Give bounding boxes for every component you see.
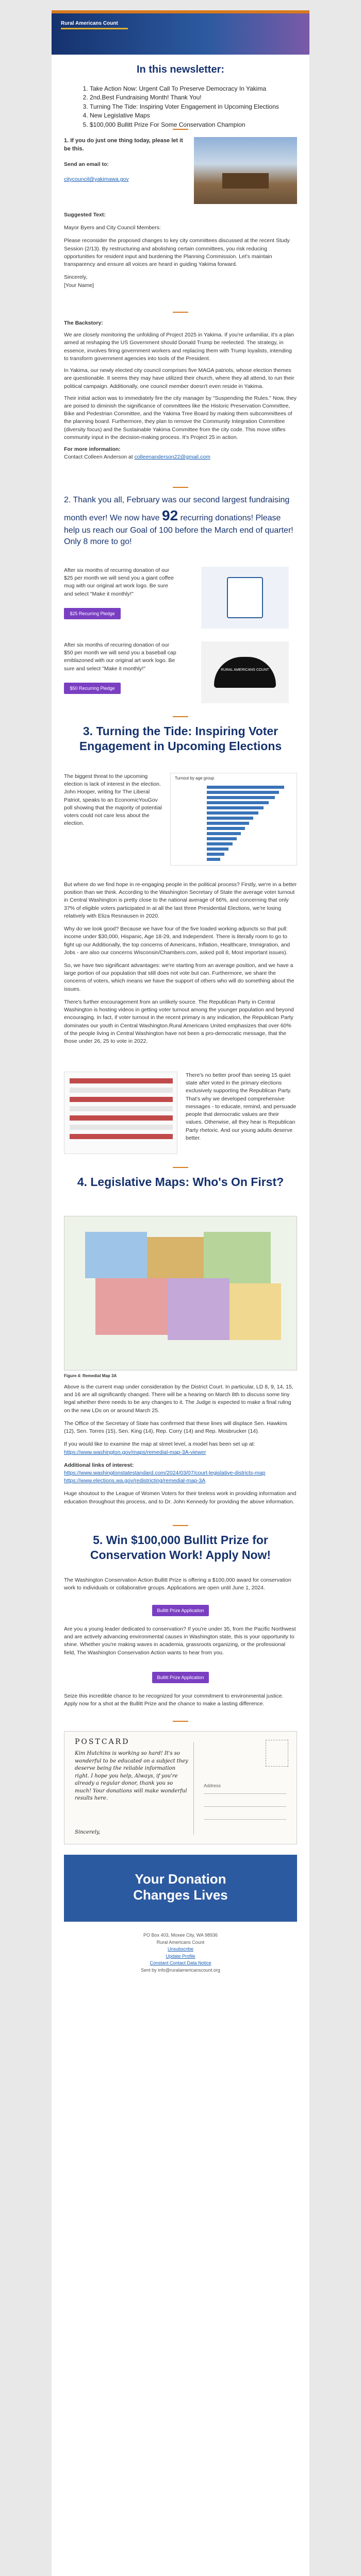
address-label: Address [204, 1783, 221, 1788]
s1-body [64, 211, 297, 290]
more-info-label: For more information: [64, 446, 121, 453]
newsletter-card [52, 10, 309, 2576]
header-banner [52, 13, 309, 55]
s3-p3: Why do we look good? Because we have four of the five loaded working adjuncts so that pull: income under $30,000, Hispanic, Age 18-29, and Independent. There is literally room to go to fight up our Additionally, the top concerns of Americans, Inflation, Healthcare, Immigration, and Jobs - are also our concerns Wisconsin/Chambers.com, asked poll 8, Most important issues). [64, 926, 290, 956]
pledge-25-button[interactable]: $25 Recurring Pledge [64, 608, 121, 619]
s1-left [64, 137, 188, 183]
backstory-label: The Backstory: [64, 320, 103, 326]
divider [173, 1167, 188, 1168]
chart-bar [207, 827, 245, 830]
toc-heading: In this newsletter: [136, 64, 225, 75]
divider [173, 1525, 188, 1526]
stamp-icon [266, 1740, 288, 1767]
cap-icon [214, 657, 276, 688]
footer [64, 1932, 297, 1974]
address-line [204, 1793, 286, 1794]
s4-p4: Huge shoutout to the League of Women Voters for their tireless work in providing information and education throughout this process, and to Dr. John Kennedy for providing the above information. [64, 1490, 297, 1505]
s4-body [64, 1383, 297, 1506]
map-viewer-link[interactable]: https://www.washington.gov/maps/remedial-map-3A-viewer [64, 1449, 206, 1455]
table-row [70, 1078, 173, 1083]
contact-text: Contact Colleen Anderson at [64, 454, 133, 461]
org-logo: Rural Americans Count [61, 21, 118, 26]
suggested-text: Please reconsider the proposed changes to key city committees discussed at the recent Study Session (2/13). By restructuring and abolishing certain committees, you risk reducing opportunities for resident input and burdening the Planning Commission. Let's maintain transparency and ensure all voices are heard in guiding Yakima forward. [64, 238, 290, 268]
donation-promo[interactable] [64, 1855, 297, 1922]
mayor-line: Mayor Byers and City Council Members: [64, 225, 161, 231]
table-row [70, 1125, 173, 1130]
promo-line2: Changes Lives [133, 1887, 228, 1903]
divider [173, 716, 188, 717]
bullitt-apply-button[interactable]: Bullitt Prize Application [152, 1672, 209, 1683]
chart-bar [207, 837, 237, 840]
promo-line1: Your Donation [135, 1871, 226, 1887]
chart-bar [207, 796, 275, 799]
s4-title: 4. Legislative Maps: Who's On First? [77, 1175, 284, 1189]
map-district [147, 1237, 204, 1278]
postcard-divider [193, 1742, 194, 1835]
toc-section [52, 64, 309, 76]
s3-p1: The biggest threat to the upcoming election is lack of interest in the election. John Hooper, writing for The Liberal Patriot, speaks to an EconomicYouGov poll showing that the majority of potential voters could not care less about the election. [64, 773, 162, 827]
divider [173, 487, 188, 488]
chart-bar [207, 801, 269, 804]
mug-icon [227, 577, 263, 618]
table-row [70, 1106, 173, 1111]
table-row [70, 1134, 173, 1139]
toc-list [67, 78, 294, 135]
turnout-chart [170, 773, 297, 866]
mug-photo [201, 567, 289, 629]
s4-p1: Above is the current map under consideration by the District Court. In particular, LD 8, 9, 14, 15, and 16 are all significantly changed. There will be a hearing on March 8th to discuss some tiny legal whether there needs to be any changes to it. The Judge is expected to make a final ruling on the new LDs on or around March 25. [64, 1384, 293, 1414]
chart-bar [207, 806, 264, 809]
divider [173, 129, 188, 130]
table-row [70, 1088, 173, 1093]
s5-p2: Are you a young leader dedicated to conservation? If you're under 35, from the Pacific Northwest and are actively advancing environmental causes in Washington state, this is your opportunity to shine. Whether you're making waves in academia, grassroots organizing, or the professional field, The Washington Conservation Action wants to hear from you. [64, 1626, 296, 1656]
chart-bar [207, 817, 253, 820]
map-district [204, 1232, 271, 1283]
suggested-label: Suggested Text: [64, 212, 106, 218]
s4-title-wrap [64, 1175, 297, 1190]
chart-bar [207, 858, 220, 861]
s5-p3: Seize this incredible chance to be recognized for your commitment to environmental justice. Apply now for a shot at the Bullitt Prize and the chance to make a lasting difference. [64, 1693, 284, 1707]
map-district [168, 1278, 229, 1340]
offer1-text: After six months of recurring donation of our $25 per month we will send you a giant coffee mug with our original art work logo. Be sure and select "Make it monthly!" [64, 567, 174, 597]
data-notice-link[interactable]: Constant Contact Data Notice [150, 1960, 211, 1965]
council-email-link[interactable]: citycouncil@yakimawa.gov [64, 176, 129, 183]
chart-bar [207, 842, 233, 845]
contact-email-link[interactable]: colleenanderson22@gmail.com [134, 454, 210, 461]
chart-bar [207, 848, 228, 851]
s4-p2: The Office of the Secretary of State has confirmed that these lines will displace Sen. Hawkins (12), Sen. Torres (15), Sen. King (14), Rep. Corry (14) and Rep. Mosbrucker (14). [64, 1420, 287, 1435]
footer-address: PO Box 403, Moxee City, WA 98936 [143, 1933, 218, 1938]
s2-heading [64, 495, 297, 548]
toc-item[interactable]: 2. 2nd.Best Fundraising Month! Thank You! [90, 93, 282, 102]
chart-bar [207, 811, 258, 815]
s3-p5: There's further encouragement from an unlikely source. The Republican Party in Central Washington is hosting videos in getting voter turnout among the younger population and beyond encouraging. In fact, if voter turnout in the recent primary is any indication, the Republican Party dominates our youth in Central Washington.Rural Americans United emphasizes that over 60% of the people living in Central Washington have not been a pro-democratic message, that the those under 26, 25 to vote in 2022. [64, 998, 294, 1044]
chart-caption: Turnout by age group [175, 776, 215, 781]
addl-links-label: Additional links of interest: [64, 1462, 134, 1468]
toc-item[interactable]: 5. $100,000 Bullitt Prize For Some Conservation Champion [90, 121, 282, 129]
chart-bar [207, 791, 279, 794]
legislative-map [64, 1216, 297, 1370]
unsubscribe-link[interactable]: Unsubscribe [167, 1946, 194, 1952]
toc-item[interactable]: 3. Turning The Tide: Inspiring Voter Engagement in Upcoming Elections [90, 103, 282, 111]
chart-bar [207, 786, 284, 789]
backstory [64, 319, 297, 462]
s4-p3: If you would like to examine the map at street level, a model has been set up at: [64, 1441, 255, 1448]
logo-underline [61, 28, 128, 29]
address-line [204, 1806, 286, 1807]
cap-text: RURAL AMERICANS COUNT [221, 668, 269, 672]
donor-count: 92 [162, 507, 178, 523]
s3-title: 3. Turning the Tide: Inspiring Voter Engagement in Upcoming Elections [79, 724, 282, 753]
cap-photo [201, 641, 289, 703]
backstory-p1: We are closely monitoring the unfolding of Project 2025 in Yakima. If you're unfamiliar, it's a plan aimed at reshaping the US Government should Donald Trump be reelected. The strategy, in essence, involves firing government workers and replacing them with Trump loyalists, intending to transform government agencies into tools of the President. [64, 332, 294, 362]
sign-board [222, 173, 269, 189]
address-line [204, 1819, 286, 1820]
s5-title-wrap [64, 1533, 297, 1563]
chart-bars [207, 784, 289, 861]
toc-item[interactable]: 4. New Legislative Maps [90, 111, 282, 120]
table-row [70, 1115, 173, 1121]
s3-title-wrap [64, 724, 297, 754]
s1-intro: 1. If you do just one thing today, please let it be this. [64, 138, 183, 152]
postcard-message: Kim Hutchins is working so hard! It's so wonderful to be educated on a subject they deserve being the reliable information right. I hope you help, Always, if you're already a regular donor, thank you so much! Your donations will make wonderful results here. [75, 1751, 188, 1801]
table-row [70, 1097, 173, 1102]
divider [173, 312, 188, 313]
s3-body [64, 881, 297, 1045]
yakima-sign-photo [194, 137, 297, 204]
postcard-sign: Sincerely, [75, 1829, 101, 1835]
chart-bar [207, 822, 249, 825]
chart-bar [207, 832, 241, 835]
bullitt-apply-button[interactable]: Bullitt Prize Application [152, 1605, 209, 1616]
divider [173, 1721, 188, 1722]
s2-heading-a: 2. Thank you all, February was our second largest fundraising month ever! We now have [64, 496, 290, 522]
addl-link[interactable]: https://www.elections.wa.gov/redistricting/remedial-map-3A [64, 1478, 206, 1484]
update-profile-link[interactable]: Update Profile [166, 1953, 195, 1959]
footer-org: Rural Americans Count [156, 1939, 205, 1945]
offer2-text: After six months of recurring donation of our $50 per month we will send you a baseball cap emblazoned with our original art work logo. Be sure and select "Make it monthly!" [64, 642, 176, 672]
map-caption: Figure 4: Remedial Map 3A [64, 1374, 117, 1378]
postcard [64, 1731, 297, 1844]
backstory-p3: Their initial action was to immediately fire the city manager by "Suspending the Rules." Now, they are poised to diminish the significance of committees like the Historic Preservation Committee, Bike and Pedestrian Committee, and the Yakima Tree Board by making them subcommittees of the planning board. Furthermore, they plan to remove the Community Integration Committee (diversity focus) and the Sustainable Yakima Committee from the city code. This move stifles community input in the decision-making process. It's Project 25 in action. [64, 395, 297, 440]
s3-p6: There's no better proof than seeing 15 quiet state after voted in the primary elections exclusively supporting the Republican Party. That's why we developed comprehensive messages - to educate, remind, and persuade people that democratic values are their values. Otherwise, all they hear is Republican Party rhetoric. And our young adults deserve better. [186, 1072, 297, 1141]
s5-title: 5. Win $100,000 Bullitt Prize for Conservation Work! Apply Now! [90, 1533, 271, 1562]
s2-heading-b: recurring donations! Please help us reach our Goal of 100 before the March end of quarter! Only 8 more to go! [64, 513, 293, 546]
send-label: Send an email to: [64, 161, 109, 167]
toc-item[interactable]: 1. Take Action Now: Urgent Call To Preserve Democracy In Yakima [90, 84, 282, 93]
s3-p4: So, we have two significant advantages: we're starting from an average position, and we have a large portion of our population that still does not vote but can. Furthermore, we share the concerns of voters, which means we have the support of others who will do something about the issues. [64, 962, 294, 992]
backstory-p2: In Yakima, our newly elected city council comprises five MAGA patriots, whose election themes are questionable. It seems they may have utilized their church, where they all attend, to run their political campaign. Additionally, one council member doesn't even reside in Yakima. [64, 367, 294, 389]
map-district [85, 1232, 147, 1278]
s3-p2: But where do we find hope in re-engaging people in the political process? Firstly, we're in a better position than we think. According to the Washington Secretary of State the average voter turnout in Central Washington is pretty close to the national average of 66%, and concerning that only 37% of eligible voters participated in at all the last three Presidential Elections, we're losing relatively with Eliza Resnausen in 2020. [64, 882, 297, 919]
sincerely: Sincerely, [64, 274, 88, 281]
map-district [229, 1283, 281, 1340]
s5-p1: The Washington Conservation Action Bullitt Prize is offering a $100,000 award for conservation work to individuals or collaborative groups. Applications are open until June 1, 2024. [64, 1577, 291, 1591]
addl-link[interactable]: https://www.washingtonstatestandard.com/2024/03/07/court-legislative-districts-map [64, 1469, 266, 1476]
chart-bar [207, 853, 224, 856]
sent-by: Sent by info@ruralamericanscount.org [141, 1967, 220, 1973]
primary-results-table [64, 1072, 177, 1154]
pledge-50-button[interactable]: $50 Recurring Pledge [64, 683, 121, 694]
your-name: [Your Name] [64, 282, 94, 289]
map-district [95, 1278, 168, 1335]
postcard-label: POSTCARD [75, 1738, 130, 1746]
